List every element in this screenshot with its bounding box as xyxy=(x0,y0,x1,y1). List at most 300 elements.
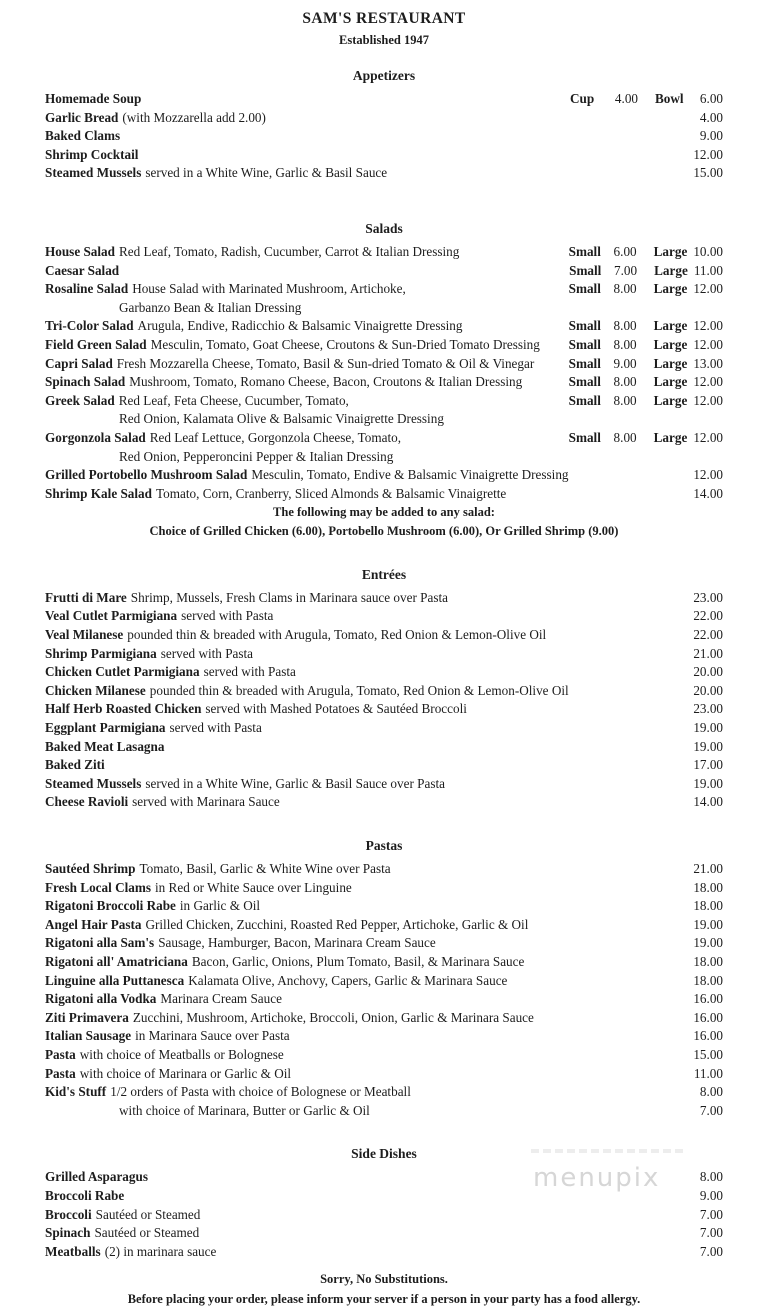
menu-item-row xyxy=(45,243,723,262)
size-price: 4.00 xyxy=(614,91,638,106)
item-name: Frutti di Mare xyxy=(45,589,127,605)
restaurant-title: SAM'S RESTAURANT xyxy=(302,10,466,27)
item-text xyxy=(45,682,675,701)
no-substitutions-note: Sorry, No Substitutions. xyxy=(320,1272,448,1287)
menu-item-row xyxy=(45,466,723,485)
item-description: 1/2 orders of Pasta with choice of Bolognese or Meatball xyxy=(110,1084,411,1100)
item-price-area xyxy=(683,164,723,183)
size-label: Small xyxy=(568,336,601,352)
size-price-columns xyxy=(569,262,723,281)
item-description: served with Mashed Potatoes & Sautéed Broccoli xyxy=(205,701,467,717)
item-text xyxy=(45,392,561,411)
item-description: served with Marinara Sauce xyxy=(132,794,280,810)
menu-item-row xyxy=(45,127,723,146)
size-label: Large xyxy=(653,355,688,371)
item-price: 20.00 xyxy=(693,682,723,698)
item-description: Kalamata Olive, Anchovy, Capers, Garlic & Marinara Sauce xyxy=(188,972,508,988)
menu-item-row xyxy=(45,756,723,775)
item-name: Sautéed Shrimp xyxy=(45,861,136,876)
size-price: 12.00 xyxy=(693,429,723,445)
item-name: Cheese Ravioli xyxy=(45,794,129,810)
item-name: House Salad xyxy=(45,243,115,259)
size-price-columns xyxy=(569,355,723,374)
section-note: Choice of Grilled Chicken (6.00), Portobello Mushroom (6.00), Or Grilled Shrimp (9.00) xyxy=(149,524,619,539)
item-price: 19.00 xyxy=(693,738,723,754)
menu-item-row xyxy=(45,1243,723,1262)
size-label: Small xyxy=(568,374,601,390)
item-description: served in a White Wine, Garlic & Basil Sauce over Pasta xyxy=(145,775,445,791)
size-price: 7.00 xyxy=(614,262,638,278)
item-price: 16.00 xyxy=(693,991,723,1007)
size-label: Large xyxy=(653,392,688,408)
item-description: pounded thin & breaded with Arugula, Tomato, Red Onion & Lemon-Olive Oil xyxy=(127,627,547,643)
item-text xyxy=(45,127,675,146)
item-description: Sausage, Hamburger, Bacon, Marinara Cream Sauce xyxy=(158,935,436,951)
item-description: Zucchini, Mushroom, Artichoke, Broccoli, Onion, Garlic & Marinara Sauce xyxy=(132,1009,534,1025)
item-description: Red Leaf Lettuce, Gorgonzola Cheese, Tomato, xyxy=(149,429,402,445)
item-description: Tomato, Basil, Garlic & White Wine over Pasta xyxy=(139,861,391,876)
item-text xyxy=(45,1027,675,1046)
section-note: The following may be added to any salad: xyxy=(273,505,495,520)
item-text xyxy=(45,485,675,504)
menu-item-row xyxy=(45,916,723,935)
item-price-area xyxy=(683,485,723,504)
item-price: 12.00 xyxy=(693,146,723,162)
item-description: served with Pasta xyxy=(181,608,274,624)
item-description: Mushroom, Tomato, Romano Cheese, Bacon, Croutons & Italian Dressing xyxy=(129,374,523,390)
size-price-column xyxy=(654,429,723,448)
size-price: 8.00 xyxy=(613,429,637,445)
item-text xyxy=(45,934,675,953)
item-price: 19.00 xyxy=(693,775,723,791)
item-name: Homemade Soup xyxy=(45,91,142,106)
menu-document xyxy=(45,0,723,1309)
item-description: Tomato, Corn, Cranberry, Sliced Almonds & Balsamic Vinaigrette xyxy=(156,485,507,501)
size-label: Cup xyxy=(570,91,595,106)
menu-item-row xyxy=(45,355,723,374)
section-title: Appetizers xyxy=(352,68,416,83)
item-price-area xyxy=(683,1027,723,1046)
item-name: Half Herb Roasted Chicken xyxy=(45,701,202,717)
item-name: Greek Salad xyxy=(45,392,115,408)
item-price-area xyxy=(569,392,723,411)
item-name: Grilled Portobello Mushroom Salad xyxy=(45,467,248,483)
size-price-column xyxy=(654,355,723,374)
menu-item-row xyxy=(45,645,723,664)
item-price-area xyxy=(683,146,723,165)
item-text xyxy=(45,953,675,972)
item-price-area xyxy=(683,916,723,935)
item-text xyxy=(45,700,675,719)
item-price: 16.00 xyxy=(693,1028,723,1044)
item-price: 19.00 xyxy=(693,720,723,736)
size-price: 12.00 xyxy=(693,374,723,390)
size-price-columns xyxy=(569,317,723,336)
size-price: 12.00 xyxy=(693,318,723,334)
size-label: Small xyxy=(569,262,602,278)
section-title: Side Dishes xyxy=(351,1146,417,1162)
item-text xyxy=(45,775,675,794)
section-title: Salads xyxy=(365,220,403,236)
item-name: Eggplant Parmigiana xyxy=(45,720,166,736)
item-price: 18.00 xyxy=(693,972,723,988)
menu-item-continuation-row xyxy=(45,448,723,467)
allergy-note: Before placing your order, please inform your server if a person in your party has a food allergy. xyxy=(127,1291,641,1306)
menu-item-row xyxy=(45,775,723,794)
watermark-artifact xyxy=(531,1149,683,1153)
item-description: House Salad with Marinated Mushroom, Artichoke, xyxy=(132,281,406,297)
item-description: Sautéed or Steamed xyxy=(94,1225,200,1241)
size-price: 8.00 xyxy=(613,374,637,390)
size-price-columns xyxy=(569,373,723,392)
menu-section xyxy=(45,67,723,183)
menu-item-row xyxy=(45,485,723,504)
item-description-continued: Red Onion, Pepperoncini Pepper & Italian Dressing xyxy=(119,448,394,464)
item-name: Meatballs xyxy=(45,1243,101,1259)
item-name: Capri Salad xyxy=(45,355,113,371)
item-price-area xyxy=(683,972,723,991)
size-label: Bowl xyxy=(655,91,684,106)
menu-item-row xyxy=(45,336,723,355)
item-name: Spinach Salad xyxy=(45,374,126,390)
item-name: Linguine alla Puttanesca xyxy=(45,972,185,988)
item-price: 9.00 xyxy=(699,1187,723,1203)
item-text xyxy=(45,1065,675,1084)
item-description: in Red or White Sauce over Linguine xyxy=(154,879,352,895)
item-text xyxy=(45,916,675,935)
item-text xyxy=(45,90,562,109)
item-text xyxy=(45,1083,675,1102)
size-price-column xyxy=(569,373,637,392)
item-description: Bacon, Garlic, Onions, Plum Tomato, Basil, & Marinara Sauce xyxy=(191,953,525,969)
item-price-area xyxy=(683,1206,723,1225)
menupix-watermark: menupix xyxy=(533,1163,661,1193)
size-label: Small xyxy=(568,429,601,445)
item-price: 18.00 xyxy=(693,953,723,969)
item-description: Red Leaf, Feta Cheese, Cucumber, Tomato, xyxy=(118,392,349,408)
item-description: in Marinara Sauce over Pasta xyxy=(135,1028,290,1044)
item-price-area xyxy=(683,756,723,775)
size-price-column xyxy=(569,429,637,448)
item-continuation-text xyxy=(45,448,723,467)
menu-item-row xyxy=(45,1065,723,1084)
menu-item-row xyxy=(45,793,723,812)
item-text xyxy=(45,663,675,682)
item-description: served in a White Wine, Garlic & Basil Sauce xyxy=(145,165,388,181)
menu-item-row xyxy=(45,1083,723,1102)
size-price: 12.00 xyxy=(693,392,723,408)
size-label: Small xyxy=(568,281,601,297)
item-price: 4.00 xyxy=(699,109,723,125)
size-price: 6.00 xyxy=(699,91,723,106)
size-price-columns xyxy=(569,429,723,448)
item-price-area xyxy=(683,897,723,916)
item-text xyxy=(45,280,561,299)
item-price-area xyxy=(569,373,723,392)
item-description: served with Pasta xyxy=(160,645,254,661)
size-price-column xyxy=(654,243,723,262)
item-price-area xyxy=(683,1009,723,1028)
item-price-area xyxy=(683,860,723,879)
item-name: Shrimp Kale Salad xyxy=(45,485,152,501)
item-name: Angel Hair Pasta xyxy=(45,916,142,932)
item-price: 11.00 xyxy=(693,1065,723,1081)
item-name: Baked Meat Lasagna xyxy=(45,738,165,754)
size-price-column xyxy=(569,336,637,355)
menu-item-row xyxy=(45,879,723,898)
item-text xyxy=(45,336,561,355)
menu-item-row xyxy=(45,589,723,608)
item-price: 19.00 xyxy=(693,935,723,951)
size-price-column xyxy=(654,392,723,411)
item-price: 7.00 xyxy=(699,1206,723,1222)
item-name: Rigatoni alla Sam's xyxy=(45,935,155,951)
item-price: 18.00 xyxy=(693,898,723,914)
item-description: Marinara Cream Sauce xyxy=(160,991,282,1007)
item-price-area xyxy=(569,336,723,355)
size-price-columns xyxy=(569,336,723,355)
item-price: 9.00 xyxy=(699,128,723,144)
item-text xyxy=(45,990,675,1009)
item-name: Rigatoni Broccoli Rabe xyxy=(45,898,176,914)
size-label: Small xyxy=(568,243,601,259)
item-description: served with Pasta xyxy=(169,720,262,736)
established-subtitle: Established 1947 xyxy=(339,33,429,47)
item-price-area xyxy=(570,90,723,109)
size-price-column xyxy=(569,317,637,336)
item-name: Pasta xyxy=(45,1065,76,1081)
item-price-area xyxy=(683,1224,723,1243)
item-name: Pasta xyxy=(45,1046,76,1062)
menu-item-row xyxy=(45,682,723,701)
size-label: Large xyxy=(653,243,688,259)
item-price: 21.00 xyxy=(693,861,723,876)
item-price: 21.00 xyxy=(693,645,723,661)
item-description: Mesculin, Tomato, Goat Cheese, Croutons & Sun-Dried Tomato Dressing xyxy=(150,336,540,352)
item-name: Fresh Local Clams xyxy=(45,879,151,895)
menu-item-row xyxy=(45,280,723,299)
menu-item-row xyxy=(45,607,723,626)
item-name: Italian Sausage xyxy=(45,1028,132,1044)
menu-footer xyxy=(45,1270,723,1309)
size-price-column xyxy=(654,262,723,281)
size-price-column xyxy=(569,392,637,411)
item-text xyxy=(45,109,675,128)
item-description: in Garlic & Oil xyxy=(179,898,261,914)
item-price-area xyxy=(683,1187,723,1206)
item-price-area xyxy=(569,243,723,262)
menu-item-row xyxy=(45,972,723,991)
item-name: Broccoli Rabe xyxy=(45,1187,125,1203)
item-name: Tri-Color Salad xyxy=(45,318,134,334)
item-text xyxy=(45,756,675,775)
item-description: Grilled Chicken, Zucchini, Roasted Red Pepper, Artichoke, Garlic & Oil xyxy=(145,916,529,932)
item-name: Veal Milanese xyxy=(45,627,124,643)
item-price-area xyxy=(683,738,723,757)
item-price-area xyxy=(683,719,723,738)
item-name: Caesar Salad xyxy=(45,262,120,278)
item-description: served with Pasta xyxy=(203,664,296,680)
item-text xyxy=(45,355,561,374)
size-price-columns xyxy=(569,280,723,299)
menu-item-row xyxy=(45,90,723,109)
item-description: Fresh Mozzarella Cheese, Tomato, Basil & Sun-dried Tomato & Oil & Vinegar xyxy=(116,355,535,371)
item-price: 22.00 xyxy=(693,608,723,624)
item-price-area xyxy=(683,626,723,645)
menu-item-row xyxy=(45,897,723,916)
item-continuation-text xyxy=(45,299,723,318)
item-name: Grilled Asparagus xyxy=(45,1169,148,1185)
item-price-area xyxy=(569,262,723,281)
menu-item-continuation-row xyxy=(45,299,723,318)
size-label: Large xyxy=(653,429,688,445)
size-label: Large xyxy=(653,281,688,297)
size-price-columns xyxy=(569,243,723,262)
item-name: Field Green Salad xyxy=(45,336,147,352)
item-name: Shrimp Parmigiana xyxy=(45,645,157,661)
size-price-columns xyxy=(570,90,723,109)
item-price-area xyxy=(683,1046,723,1065)
item-name: Rosaline Salad xyxy=(45,281,129,297)
menu-item-row xyxy=(45,1009,723,1028)
menu-item-row xyxy=(45,1206,723,1225)
size-label: Small xyxy=(568,392,601,408)
item-name: Veal Cutlet Parmigiana xyxy=(45,608,178,624)
item-name: Kid's Stuff xyxy=(45,1084,107,1100)
menu-item-row xyxy=(45,109,723,128)
size-price: 10.00 xyxy=(693,243,723,259)
menu-item-row xyxy=(45,738,723,757)
size-label: Large xyxy=(653,318,688,334)
menu-item-row xyxy=(45,429,723,448)
size-price: 12.00 xyxy=(693,281,723,297)
item-price-area xyxy=(683,700,723,719)
menu-item-row xyxy=(45,1046,723,1065)
item-price: 23.00 xyxy=(693,589,723,605)
item-price-area xyxy=(683,793,723,812)
size-price: 11.00 xyxy=(693,262,723,278)
item-price-area xyxy=(683,109,723,128)
size-price-column xyxy=(654,336,723,355)
item-name: Rigatoni alla Vodka xyxy=(45,991,157,1007)
section-title: Pastas xyxy=(365,838,403,853)
item-price-area xyxy=(683,775,723,794)
item-description: (with Mozzarella add 2.00) xyxy=(122,109,266,125)
size-price-columns xyxy=(569,392,723,411)
menu-item-row xyxy=(45,317,723,336)
item-text xyxy=(45,860,675,879)
item-price: 7.00 xyxy=(699,1225,723,1241)
menu-item-row xyxy=(45,373,723,392)
item-description: Shrimp, Mussels, Fresh Clams in Marinara sauce over Pasta xyxy=(130,589,448,605)
item-text xyxy=(45,1243,675,1262)
item-price-area xyxy=(569,317,723,336)
item-price: 22.00 xyxy=(693,627,723,643)
item-price-area xyxy=(569,429,723,448)
menu-header xyxy=(45,11,723,47)
item-text xyxy=(45,146,675,165)
item-price-area xyxy=(683,663,723,682)
item-name: Ziti Primavera xyxy=(45,1009,129,1025)
item-text xyxy=(45,262,561,281)
item-price-area xyxy=(683,1243,723,1262)
item-name: Garlic Bread xyxy=(45,109,119,125)
menu-sections xyxy=(45,67,723,1261)
size-price: 13.00 xyxy=(693,355,723,371)
item-description: pounded thin & breaded with Arugula, Tomato, Red Onion & Lemon-Olive Oil xyxy=(149,682,569,698)
size-price: 8.00 xyxy=(613,318,637,334)
item-name: Baked Ziti xyxy=(45,757,105,773)
menu-item-row xyxy=(45,1027,723,1046)
item-price-area xyxy=(683,1168,723,1187)
size-price: 6.00 xyxy=(613,243,637,259)
menu-item-row xyxy=(45,392,723,411)
menu-item-row xyxy=(45,164,723,183)
size-price-column xyxy=(569,355,637,374)
size-price: 9.00 xyxy=(613,355,637,371)
item-price-area xyxy=(683,1065,723,1084)
item-price: 17.00 xyxy=(693,757,723,773)
item-price-area xyxy=(683,990,723,1009)
item-name: Spinach xyxy=(45,1225,91,1241)
item-price: 12.00 xyxy=(693,467,723,483)
item-description-continued: with choice of Marinara, Butter or Garlic & Oil xyxy=(119,1102,370,1118)
item-text xyxy=(45,738,675,757)
item-description: Sautéed or Steamed xyxy=(95,1206,201,1222)
size-price: 8.00 xyxy=(613,392,637,408)
item-price-area xyxy=(683,1083,723,1102)
menu-item-row xyxy=(45,700,723,719)
size-price-column xyxy=(569,280,637,299)
item-name: Rigatoni all' Amatriciana xyxy=(45,953,188,969)
item-description: with choice of Meatballs or Bolognese xyxy=(79,1046,284,1062)
item-price-area xyxy=(683,934,723,953)
menu-item-row xyxy=(45,663,723,682)
item-price: 14.00 xyxy=(693,794,723,810)
item-price-area xyxy=(683,645,723,664)
item-price-area xyxy=(683,607,723,626)
item-price-area xyxy=(683,589,723,608)
item-price-area xyxy=(683,682,723,701)
item-name: Baked Clams xyxy=(45,128,121,144)
item-price: 23.00 xyxy=(693,701,723,717)
item-text xyxy=(45,1046,675,1065)
item-price-area xyxy=(569,355,723,374)
item-price: 20.00 xyxy=(693,664,723,680)
item-price: 18.00 xyxy=(693,879,723,895)
item-text xyxy=(45,243,561,262)
item-text xyxy=(45,607,675,626)
size-label: Large xyxy=(653,374,688,390)
item-text xyxy=(45,645,675,664)
item-text xyxy=(45,164,675,183)
item-price: 7.00 xyxy=(699,1243,723,1259)
item-text xyxy=(45,626,675,645)
size-price-column xyxy=(654,317,723,336)
size-price-column xyxy=(654,373,723,392)
menu-item-continuation-row xyxy=(45,1102,723,1121)
size-price: 8.00 xyxy=(613,336,637,352)
menu-item-row xyxy=(45,146,723,165)
item-text xyxy=(45,1224,675,1243)
item-description: Mesculin, Tomato, Endive & Balsamic Vinaigrette Dressing xyxy=(251,467,569,483)
item-price: 14.00 xyxy=(693,485,723,501)
item-price-area xyxy=(683,127,723,146)
menu-item-row xyxy=(45,626,723,645)
item-text xyxy=(45,793,675,812)
item-name: Steamed Mussels xyxy=(45,165,142,181)
item-text xyxy=(45,897,675,916)
